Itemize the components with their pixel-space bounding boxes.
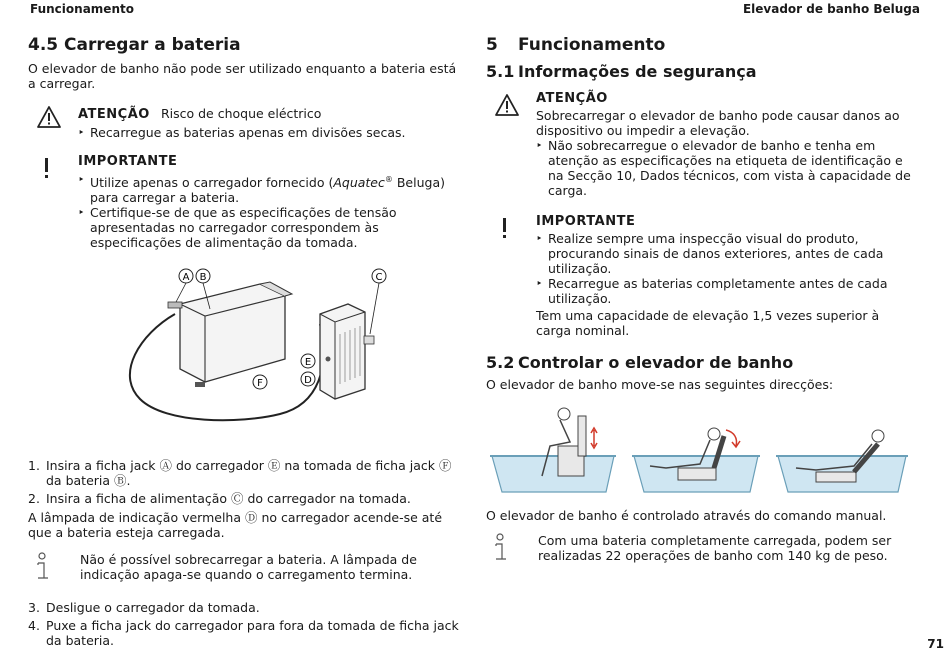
bath-position-upright	[490, 408, 616, 492]
section-title: Carregar a bateria	[64, 35, 241, 55]
section-number: 4.5	[28, 35, 59, 55]
info-icon	[34, 552, 50, 582]
info-text: Com uma bateria completamente carregada, podem ser realizadas 22 operações de banho com 140 kg de peso.	[538, 533, 892, 563]
step-item: 2. Insira a ficha de alimentação Ⓒ do carregador na tomada.	[28, 491, 411, 507]
label-f: F	[257, 378, 263, 390]
lamp-text: A lâmpada de indicação vermelha Ⓓ no carregador acende-se até que a bateria esteja carregada.	[28, 510, 443, 541]
important-box	[28, 154, 462, 250]
important-title: IMPORTANTE	[78, 154, 178, 169]
steps-list-1	[28, 458, 462, 506]
important-item: ‣ Realize sempre uma inspecção visual do produto, procurando sinais de danos exteriores, antes de cada utilização.	[536, 231, 918, 276]
warning-box	[28, 103, 462, 140]
battery-pack	[168, 282, 292, 390]
s2-intro-text: O elevador de banho move-se nas seguintes direcções:	[486, 377, 834, 392]
important-text: Tem uma capacidade de elevação 1,5 vezes superior à carga nominal.	[536, 308, 880, 338]
intro-text: O elevador de banho não pode ser utilizado enquanto a bateria está a carregar.	[28, 61, 457, 91]
important-item-2: ‣ Certifique-se de que as especificações de tensão apresentadas no carregador correspondem às especificações de alimentação da tomada.	[78, 205, 462, 250]
exclamation-icon	[40, 156, 54, 182]
section-heading-5-2: 5.2 Controlar o elevador de banho	[486, 353, 794, 372]
info-text: Não é possível sobrecarregar a bateria. A lâmpada de indicação apaga-se quando o carregamento termina.	[80, 552, 417, 583]
warning-item: ‣ Recarregue as baterias apenas em divisões secas.	[78, 125, 462, 140]
bath-position-lying	[776, 430, 908, 492]
important-item-1: ‣ Utilize apenas o carregador fornecido (Aquatec® Beluga) para carregar a bateria.	[78, 172, 462, 205]
right-column	[486, 34, 918, 563]
exclamation-icon	[498, 216, 512, 242]
chapter-number: 5	[486, 35, 498, 55]
chapter-title: Funcionamento	[518, 35, 666, 55]
step-item: 4. Puxe a ficha jack do carregador para fora da tomada de ficha jack da bateria.	[28, 618, 459, 649]
warning-title: ATENÇÃO	[536, 91, 608, 106]
bath-position-reclining	[632, 428, 760, 492]
warning-text: Sobrecarregar o elevador de banho pode causar danos ao dispositivo ou impedir a elevação.	[536, 108, 900, 138]
label-d: D	[304, 375, 312, 387]
warning-item: ‣ Não sobrecarregue o elevador de banho e tenha em atenção as especificações na etiqueta de identificação e na Secção 10, Dados técnicos, com vista à capacidade de carga.	[536, 138, 918, 198]
step-item: 3. Desligue o carregador da tomada.	[28, 600, 260, 616]
info-box	[28, 552, 462, 582]
chapter-heading	[486, 34, 918, 56]
left-column	[28, 34, 462, 648]
warning-title: ATENÇÃO	[78, 107, 150, 122]
section-heading-5-1: 5.1 Informações de segurança	[486, 62, 757, 81]
info-box	[486, 533, 918, 563]
running-header-left: Funcionamento	[30, 2, 134, 16]
label-e: E	[304, 357, 312, 369]
warning-triangle-icon	[494, 93, 520, 117]
important-box	[486, 214, 918, 338]
jack-plug	[168, 302, 182, 308]
info-icon	[492, 533, 508, 563]
warning-triangle-icon	[36, 105, 62, 129]
control-text: O elevador de banho é controlado através do comando manual.	[486, 508, 887, 523]
step-item: 1. Insira a ficha jack Ⓐ do carregador Ⓔ na tomada de ficha jack Ⓕ da bateria Ⓑ.	[28, 458, 452, 489]
label-a: A	[182, 272, 190, 284]
warning-subtitle: Risco de choque eléctrico	[160, 106, 322, 121]
important-item: ‣ Recarregue as baterias completamente antes de cada utilização.	[536, 276, 918, 306]
important-title: IMPORTANTE	[536, 214, 636, 229]
indicator-lamp	[326, 357, 331, 362]
charger-unit	[320, 304, 374, 399]
page-number: 71	[927, 637, 944, 651]
warning-box	[486, 91, 918, 198]
battery-charger-illustration	[120, 264, 400, 434]
label-c: C	[375, 272, 383, 284]
label-b: B	[199, 272, 207, 284]
section-heading-4-5	[28, 34, 462, 56]
bath-lift-positions-illustration	[486, 406, 918, 498]
steps-list-2	[28, 600, 462, 648]
running-header-right: Elevador de banho Beluga	[742, 2, 920, 16]
